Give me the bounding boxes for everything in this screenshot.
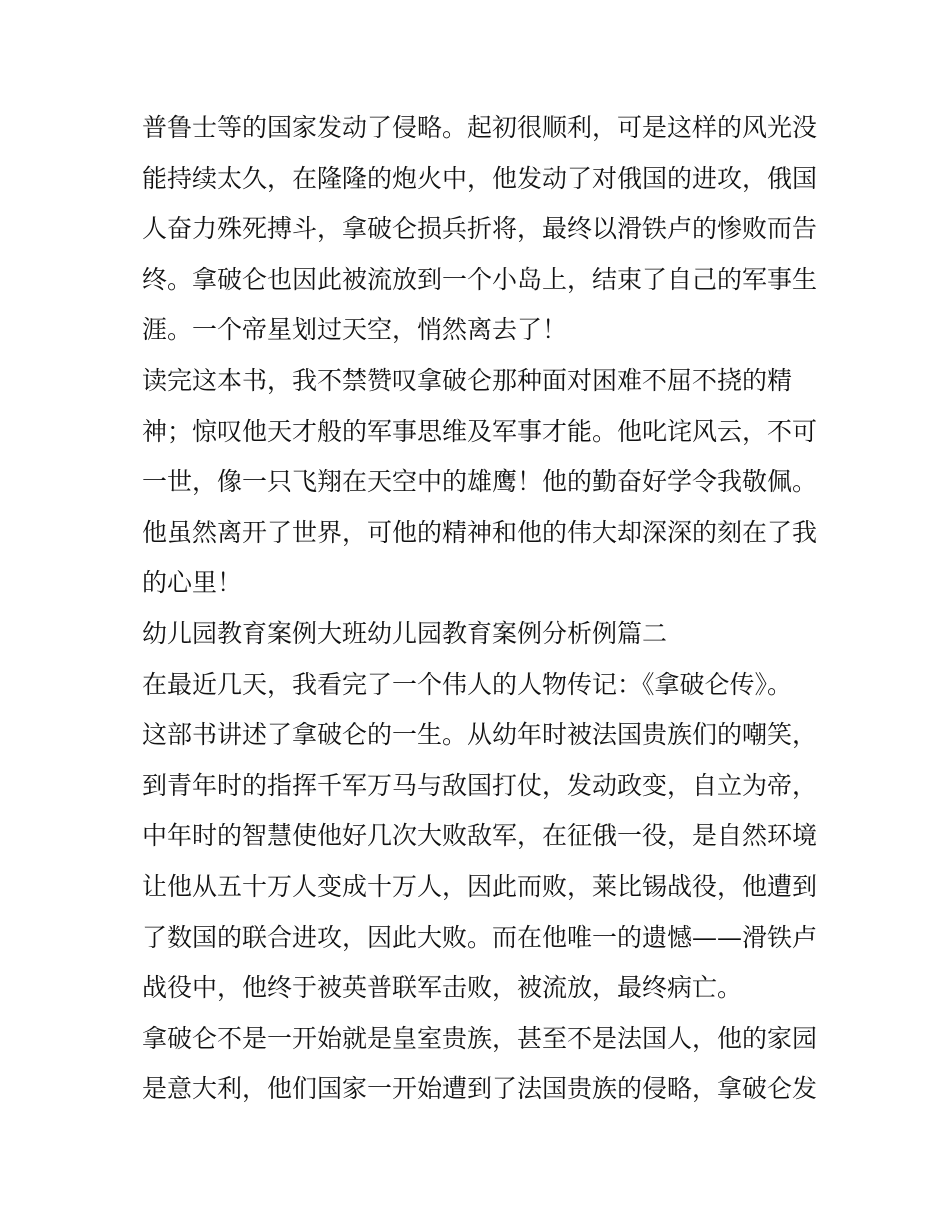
text-line: 一世，像一只飞翔在天空中的雄鹰！他的勤奋好学令我敬佩。	[142, 467, 818, 497]
text-line: 是意大利，他们国家一开始遭到了法国贵族的侵略，拿破仑发	[142, 1074, 818, 1104]
text-line: 能持续太久，在隆隆的炮火中，他发动了对俄国的进攻，俄国	[142, 163, 818, 193]
text-line: 在最近几天，我看完了一个伟人的人物传记：《拿破仑传》。	[142, 669, 793, 699]
text-line: 他虽然离开了世界，可他的精神和他的伟大却深深的刻在了我	[142, 517, 818, 547]
text-line: 的心里！	[142, 568, 243, 598]
text-line: 终。拿破仑也因此被流放到一个小岛上，结束了自己的军事生	[142, 264, 818, 294]
text-line: 人奋力殊死搏斗，拿破仑损兵折将，最终以滑铁卢的惨败而告	[142, 214, 818, 244]
text-line: 让他从五十万人变成十万人，因此而败，莱比锡战役，他遭到	[142, 871, 818, 901]
text-line: 拿破仑不是一开始就是皇室贵族，甚至不是法国人，他的家园	[142, 1023, 818, 1053]
text-line: 涯。一个帝星划过天空，悄然离去了！	[142, 315, 568, 345]
section-heading: 幼儿园教育案例大班幼儿园教育案例分析例篇二	[142, 618, 668, 648]
text-line: 到青年时的指挥千军万马与敌国打仗，发动政变，自立为帝，	[142, 770, 818, 800]
text-line: 战役中，他终于被英普联军击败，被流放，最终病亡。	[142, 973, 743, 1003]
text-line: 中年时的智慧使他好几次大败敌军，在征俄一役，是自然环境	[142, 821, 818, 851]
text-line: 这部书讲述了拿破仑的一生。从幼年时被法国贵族们的嘲笑，	[142, 720, 818, 750]
text-line: 神；惊叹他天才般的军事思维及军事才能。他叱诧风云，不可	[142, 416, 818, 446]
text-line: 普鲁士等的国家发动了侵略。起初很顺利，可是这样的风光没	[142, 113, 818, 142]
document-body	[142, 103, 822, 1115]
text-line: 读完这本书，我不禁赞叹拿破仑那种面对困难不屈不挠的精	[142, 365, 793, 395]
text-line: 了数国的联合进攻，因此大败。而在他唯一的遗憾——滑铁卢	[142, 922, 818, 952]
